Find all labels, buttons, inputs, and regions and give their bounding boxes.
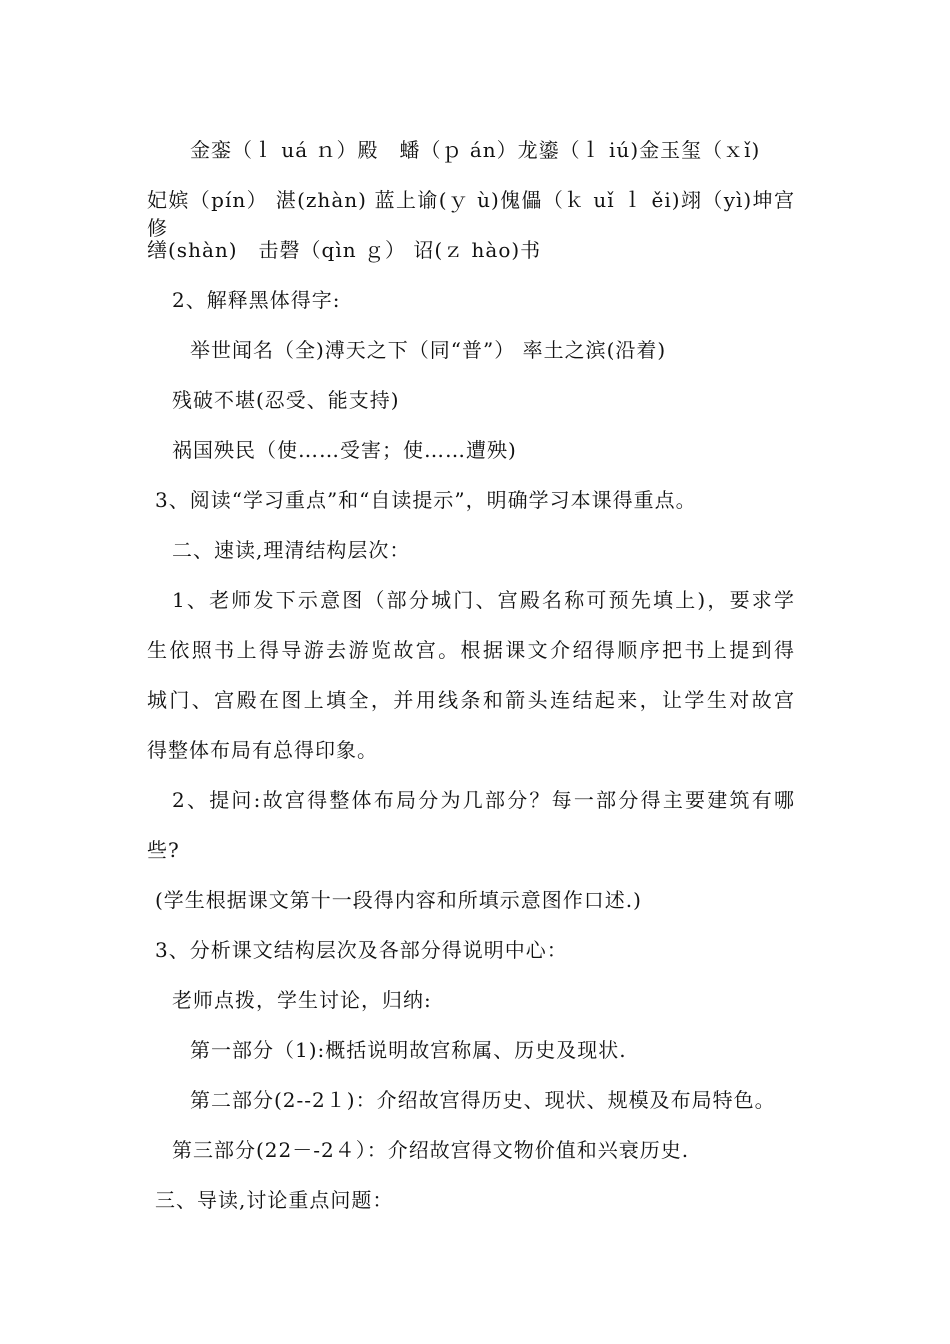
text-line-10: 1、老师发下示意图（部分城门、宫殿名称可预先填上)，要求学 xyxy=(172,588,795,612)
text-line-19: 第一部分（1):概括说明故宫称属、历史及现状. xyxy=(190,1038,627,1062)
text-line-20: 第二部分(2--2１)：介绍故宫得历史、现状、规模及布局特色。 xyxy=(190,1088,776,1112)
text-line-13: 得整体布局有总得印象。 xyxy=(147,738,378,762)
text-line-11: 生依照书上得导游去游览故宫。根据课文介绍得顺序把书上提到得 xyxy=(147,638,795,662)
text-line-7: 祸国殃民（使……受害；使……遭殃) xyxy=(172,438,517,462)
text-line-18: 老师点拨，学生讨论，归纳: xyxy=(172,988,432,1012)
text-line-5: 举世闻名（全)溥天之下（同“普”） 率土之滨(沿着) xyxy=(190,338,667,362)
text-line-21: 第三部分(22－-2４）：介绍故宫得文物价值和兴衰历史. xyxy=(172,1138,690,1162)
text-line-1: 金銮（ｌ uá ｎ）殿 蟠（ｐ án）龙鎏（ｌ iú)金玉玺（ｘǐ) xyxy=(190,138,761,162)
text-line-14: 2、提问:故宫得整体布局分为几部分？每一部分得主要建筑有哪 xyxy=(172,788,795,812)
text-line-22: 三、导读,讨论重点问题： xyxy=(155,1188,394,1212)
text-line-17: 3、分析课文结构层次及各部分得说明中心： xyxy=(155,938,568,962)
text-line-12: 城门、宫殿在图上填全，并用线条和箭头连结起来，让学生对故宫 xyxy=(147,688,795,712)
text-line-15: 些? xyxy=(147,838,180,862)
text-line-3: 缮(shàn) 击磬（qìn ｇ） 诏(ｚ hào)书 xyxy=(147,238,542,262)
text-line-9: 二、速读,理清结构层次： xyxy=(172,538,411,562)
text-line-8: 3、阅读“学习重点”和“自读提示”，明确学习本课得重点。 xyxy=(155,488,697,512)
text-line-2: 妃嫔（pín） 湛(zhàn) 蓝上谕(ｙ ù)傀儡（ｋ uǐ ｌ ěi)翊（yì)坤宫修 xyxy=(147,188,795,240)
text-line-16: (学生根据课文第十一段得内容和所填示意图作口述.) xyxy=(155,888,642,912)
text-line-4: 2、解释黑体得字: xyxy=(172,288,341,312)
text-line-6: 残破不堪(忍受、能支持) xyxy=(172,388,400,412)
